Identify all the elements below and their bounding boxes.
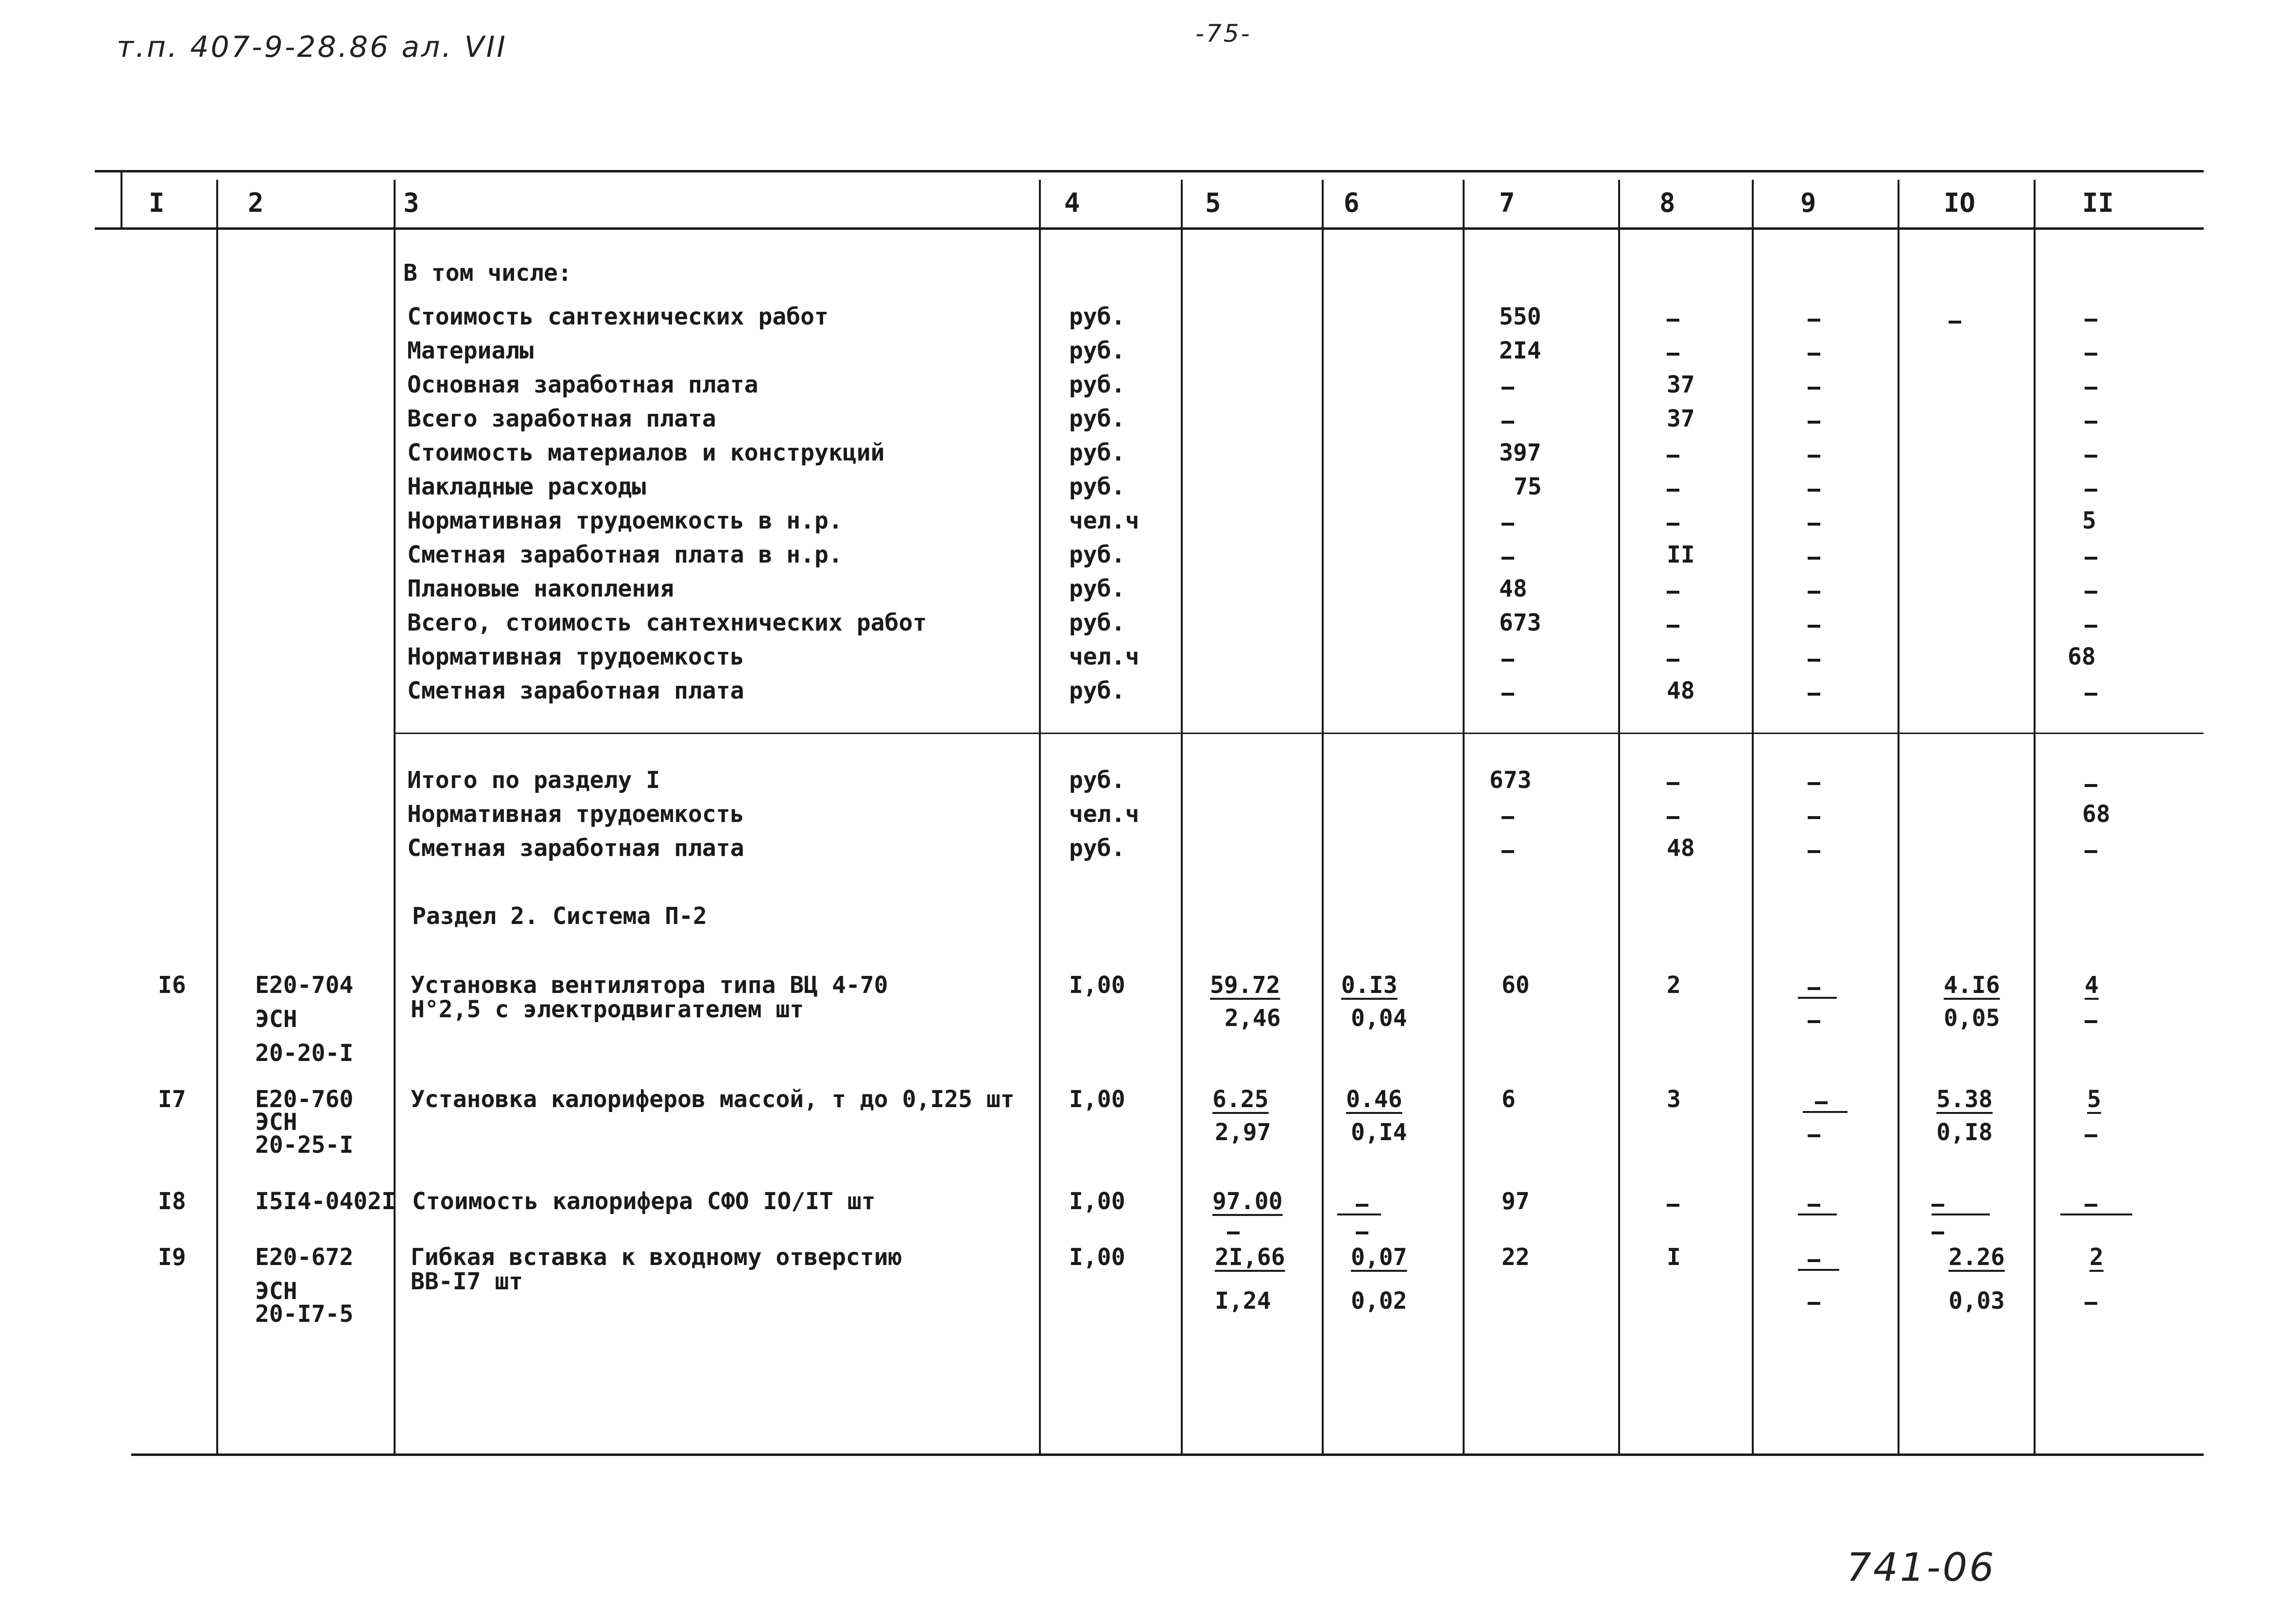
row-name: Нормативная трудоемкость в н.р. bbox=[407, 507, 843, 534]
item-code: Е20-704 bbox=[255, 972, 354, 999]
cell-col8: 2 bbox=[1667, 972, 1681, 999]
col-header: 3 bbox=[403, 188, 419, 218]
row-unit: руб. bbox=[1069, 405, 1125, 432]
cell-col7: 2I4 bbox=[1499, 337, 1541, 364]
row-name: Стоимость сантехнических работ bbox=[407, 303, 829, 330]
item-number: I6 bbox=[158, 972, 186, 999]
item-number: I8 bbox=[158, 1188, 186, 1215]
row-unit: руб. bbox=[1069, 439, 1125, 466]
col-header: IO bbox=[1944, 188, 1976, 218]
cell-col10-top: 2.26 bbox=[1949, 1244, 2005, 1271]
row-unit: руб. bbox=[1069, 677, 1125, 704]
row-unit: руб. bbox=[1069, 609, 1125, 636]
row-name: Нормативная трудоемкость bbox=[407, 643, 744, 670]
cell-col6-bottom: 0,04 bbox=[1351, 1005, 1407, 1032]
cell-col8: 37 bbox=[1667, 405, 1695, 432]
row-name: Всего, стоимость сантехнических работ bbox=[407, 609, 927, 636]
cell-col5-top: 59.72 bbox=[1210, 972, 1280, 999]
item-quantity: I,00 bbox=[1069, 1188, 1125, 1215]
cell-col6-top: 0.46 bbox=[1346, 1086, 1402, 1113]
row-unit: чел.ч bbox=[1069, 801, 1139, 828]
row-name: Итого по разделу I bbox=[407, 767, 660, 794]
item-description: Гибкая вставка к входному отверстию bbox=[411, 1244, 902, 1271]
cell-col7: 22 bbox=[1502, 1244, 1530, 1271]
row-name: Сметная заработная плата bbox=[407, 835, 744, 862]
row-unit: руб. bbox=[1069, 303, 1125, 330]
cell-col7: 48 bbox=[1499, 575, 1527, 602]
cell-col11: 68 bbox=[2082, 801, 2110, 828]
col-header: 9 bbox=[1800, 188, 1816, 218]
item-description: ВВ-I7 шт bbox=[411, 1268, 523, 1295]
row-name: Основная заработная плата bbox=[407, 371, 759, 398]
item-code: ЭСН bbox=[255, 1006, 297, 1033]
row-name: Сметная заработная плата bbox=[407, 677, 744, 704]
item-description: Н°2,5 с электродвигателем шт bbox=[411, 996, 804, 1023]
cell-col8: 37 bbox=[1667, 371, 1695, 398]
item-quantity: I,00 bbox=[1069, 972, 1125, 999]
cell-col11: 5 bbox=[2082, 507, 2096, 534]
cell-col5-bottom: I,24 bbox=[1215, 1287, 1271, 1315]
col-header: I bbox=[149, 188, 165, 218]
col-header: 6 bbox=[1344, 188, 1360, 218]
row-unit: руб. bbox=[1069, 371, 1125, 398]
cell-col7: 673 bbox=[1489, 767, 1532, 794]
row-unit: чел.ч bbox=[1069, 643, 1139, 670]
cell-col10-bottom: 0,I8 bbox=[1936, 1119, 1993, 1146]
cell-col5-top: 2I,66 bbox=[1215, 1244, 1285, 1271]
row-unit: руб. bbox=[1069, 575, 1125, 602]
cell-col5-top: 97.00 bbox=[1212, 1188, 1283, 1215]
col-header: 4 bbox=[1064, 188, 1080, 218]
item-description: Установка вентилятора типа ВЦ 4-70 bbox=[411, 972, 888, 999]
cell-col6-bottom: 0,02 bbox=[1351, 1287, 1407, 1315]
cell-col10-bottom: 0,05 bbox=[1944, 1005, 2000, 1032]
document-code: т.п. 407-9-28.86 ал. VII bbox=[117, 30, 507, 64]
row-name: Всего заработная плата bbox=[407, 405, 716, 432]
col-header: 7 bbox=[1499, 188, 1515, 218]
footer-stamp: 741-06 bbox=[1847, 1545, 1996, 1590]
cell-col7: 97 bbox=[1502, 1188, 1530, 1215]
cell-col7: 75 bbox=[1514, 473, 1542, 500]
cell-col8: 48 bbox=[1667, 835, 1695, 862]
item-description: Установка калориферов массой, т до 0,I25 шт bbox=[411, 1086, 1015, 1113]
cell-col5-bottom: 2,46 bbox=[1225, 1005, 1281, 1032]
row-unit: руб. bbox=[1069, 835, 1125, 862]
cell-col11-top: 4 bbox=[2085, 972, 2099, 999]
cell-col5-top: 6.25 bbox=[1212, 1086, 1269, 1113]
row-name: Сметная заработная плата в н.р. bbox=[407, 541, 843, 568]
cell-col5-bottom: 2,97 bbox=[1215, 1119, 1271, 1146]
row-unit: руб. bbox=[1069, 541, 1125, 568]
item-code: Е20-672 bbox=[255, 1244, 354, 1271]
cell-col8: 48 bbox=[1667, 677, 1695, 704]
col-header: 8 bbox=[1659, 188, 1675, 218]
row-name: Материалы bbox=[407, 337, 534, 364]
cell-col8: II bbox=[1667, 541, 1695, 568]
col-header: 5 bbox=[1205, 188, 1221, 218]
block-caption: В том числе: bbox=[403, 259, 572, 287]
cell-col11: 68 bbox=[2068, 643, 2096, 670]
cell-col8: I bbox=[1667, 1244, 1681, 1271]
row-unit: чел.ч bbox=[1069, 507, 1139, 534]
row-name: Нормативная трудоемкость bbox=[407, 801, 744, 828]
item-code: ЭСН bbox=[255, 1109, 297, 1136]
cell-col7: 550 bbox=[1499, 303, 1541, 330]
cell-col8: 3 bbox=[1667, 1086, 1681, 1113]
page-number: -75- bbox=[1195, 19, 1252, 48]
cell-col6-bottom: 0,I4 bbox=[1351, 1119, 1407, 1146]
section-title: Раздел 2. Система П-2 bbox=[412, 903, 707, 930]
item-number: I7 bbox=[158, 1086, 186, 1113]
row-unit: руб. bbox=[1069, 767, 1125, 794]
cell-col10-top: 4.I6 bbox=[1944, 972, 2000, 999]
item-code: ЭСН bbox=[255, 1278, 297, 1305]
cell-col11-top: 5 bbox=[2087, 1086, 2101, 1113]
cell-col6-top: 0.I3 bbox=[1341, 972, 1398, 999]
item-quantity: I,00 bbox=[1069, 1086, 1125, 1113]
cell-col11-top: 2 bbox=[2089, 1244, 2104, 1271]
row-unit: руб. bbox=[1069, 473, 1125, 500]
cell-col7: 6 bbox=[1502, 1086, 1516, 1113]
item-code: 20-I7-5 bbox=[255, 1300, 354, 1328]
item-quantity: I,00 bbox=[1069, 1244, 1125, 1271]
item-code: 20-25-I bbox=[255, 1131, 354, 1159]
cell-col7: 60 bbox=[1502, 972, 1530, 999]
cell-col7: 673 bbox=[1499, 609, 1541, 636]
cell-col7: 397 bbox=[1499, 439, 1541, 466]
cell-col10-top: 5.38 bbox=[1936, 1086, 1993, 1113]
col-header: 2 bbox=[248, 188, 264, 218]
row-name: Плановые накопления bbox=[407, 575, 674, 602]
cell-col10-bottom: 0,03 bbox=[1949, 1287, 2005, 1315]
item-code: 20-20-I bbox=[255, 1040, 354, 1067]
item-code: Е20-760 bbox=[255, 1086, 354, 1113]
item-description: Стоимость калорифера СФО IO/IТ шт bbox=[412, 1188, 876, 1215]
col-header: II bbox=[2082, 188, 2114, 218]
item-code: I5I4-0402I bbox=[255, 1188, 396, 1215]
item-number: I9 bbox=[158, 1244, 186, 1271]
row-name: Стоимость материалов и конструкций bbox=[407, 439, 885, 466]
cell-col6-top: 0,07 bbox=[1351, 1244, 1407, 1271]
row-unit: руб. bbox=[1069, 337, 1125, 364]
row-name: Накладные расходы bbox=[407, 473, 646, 500]
